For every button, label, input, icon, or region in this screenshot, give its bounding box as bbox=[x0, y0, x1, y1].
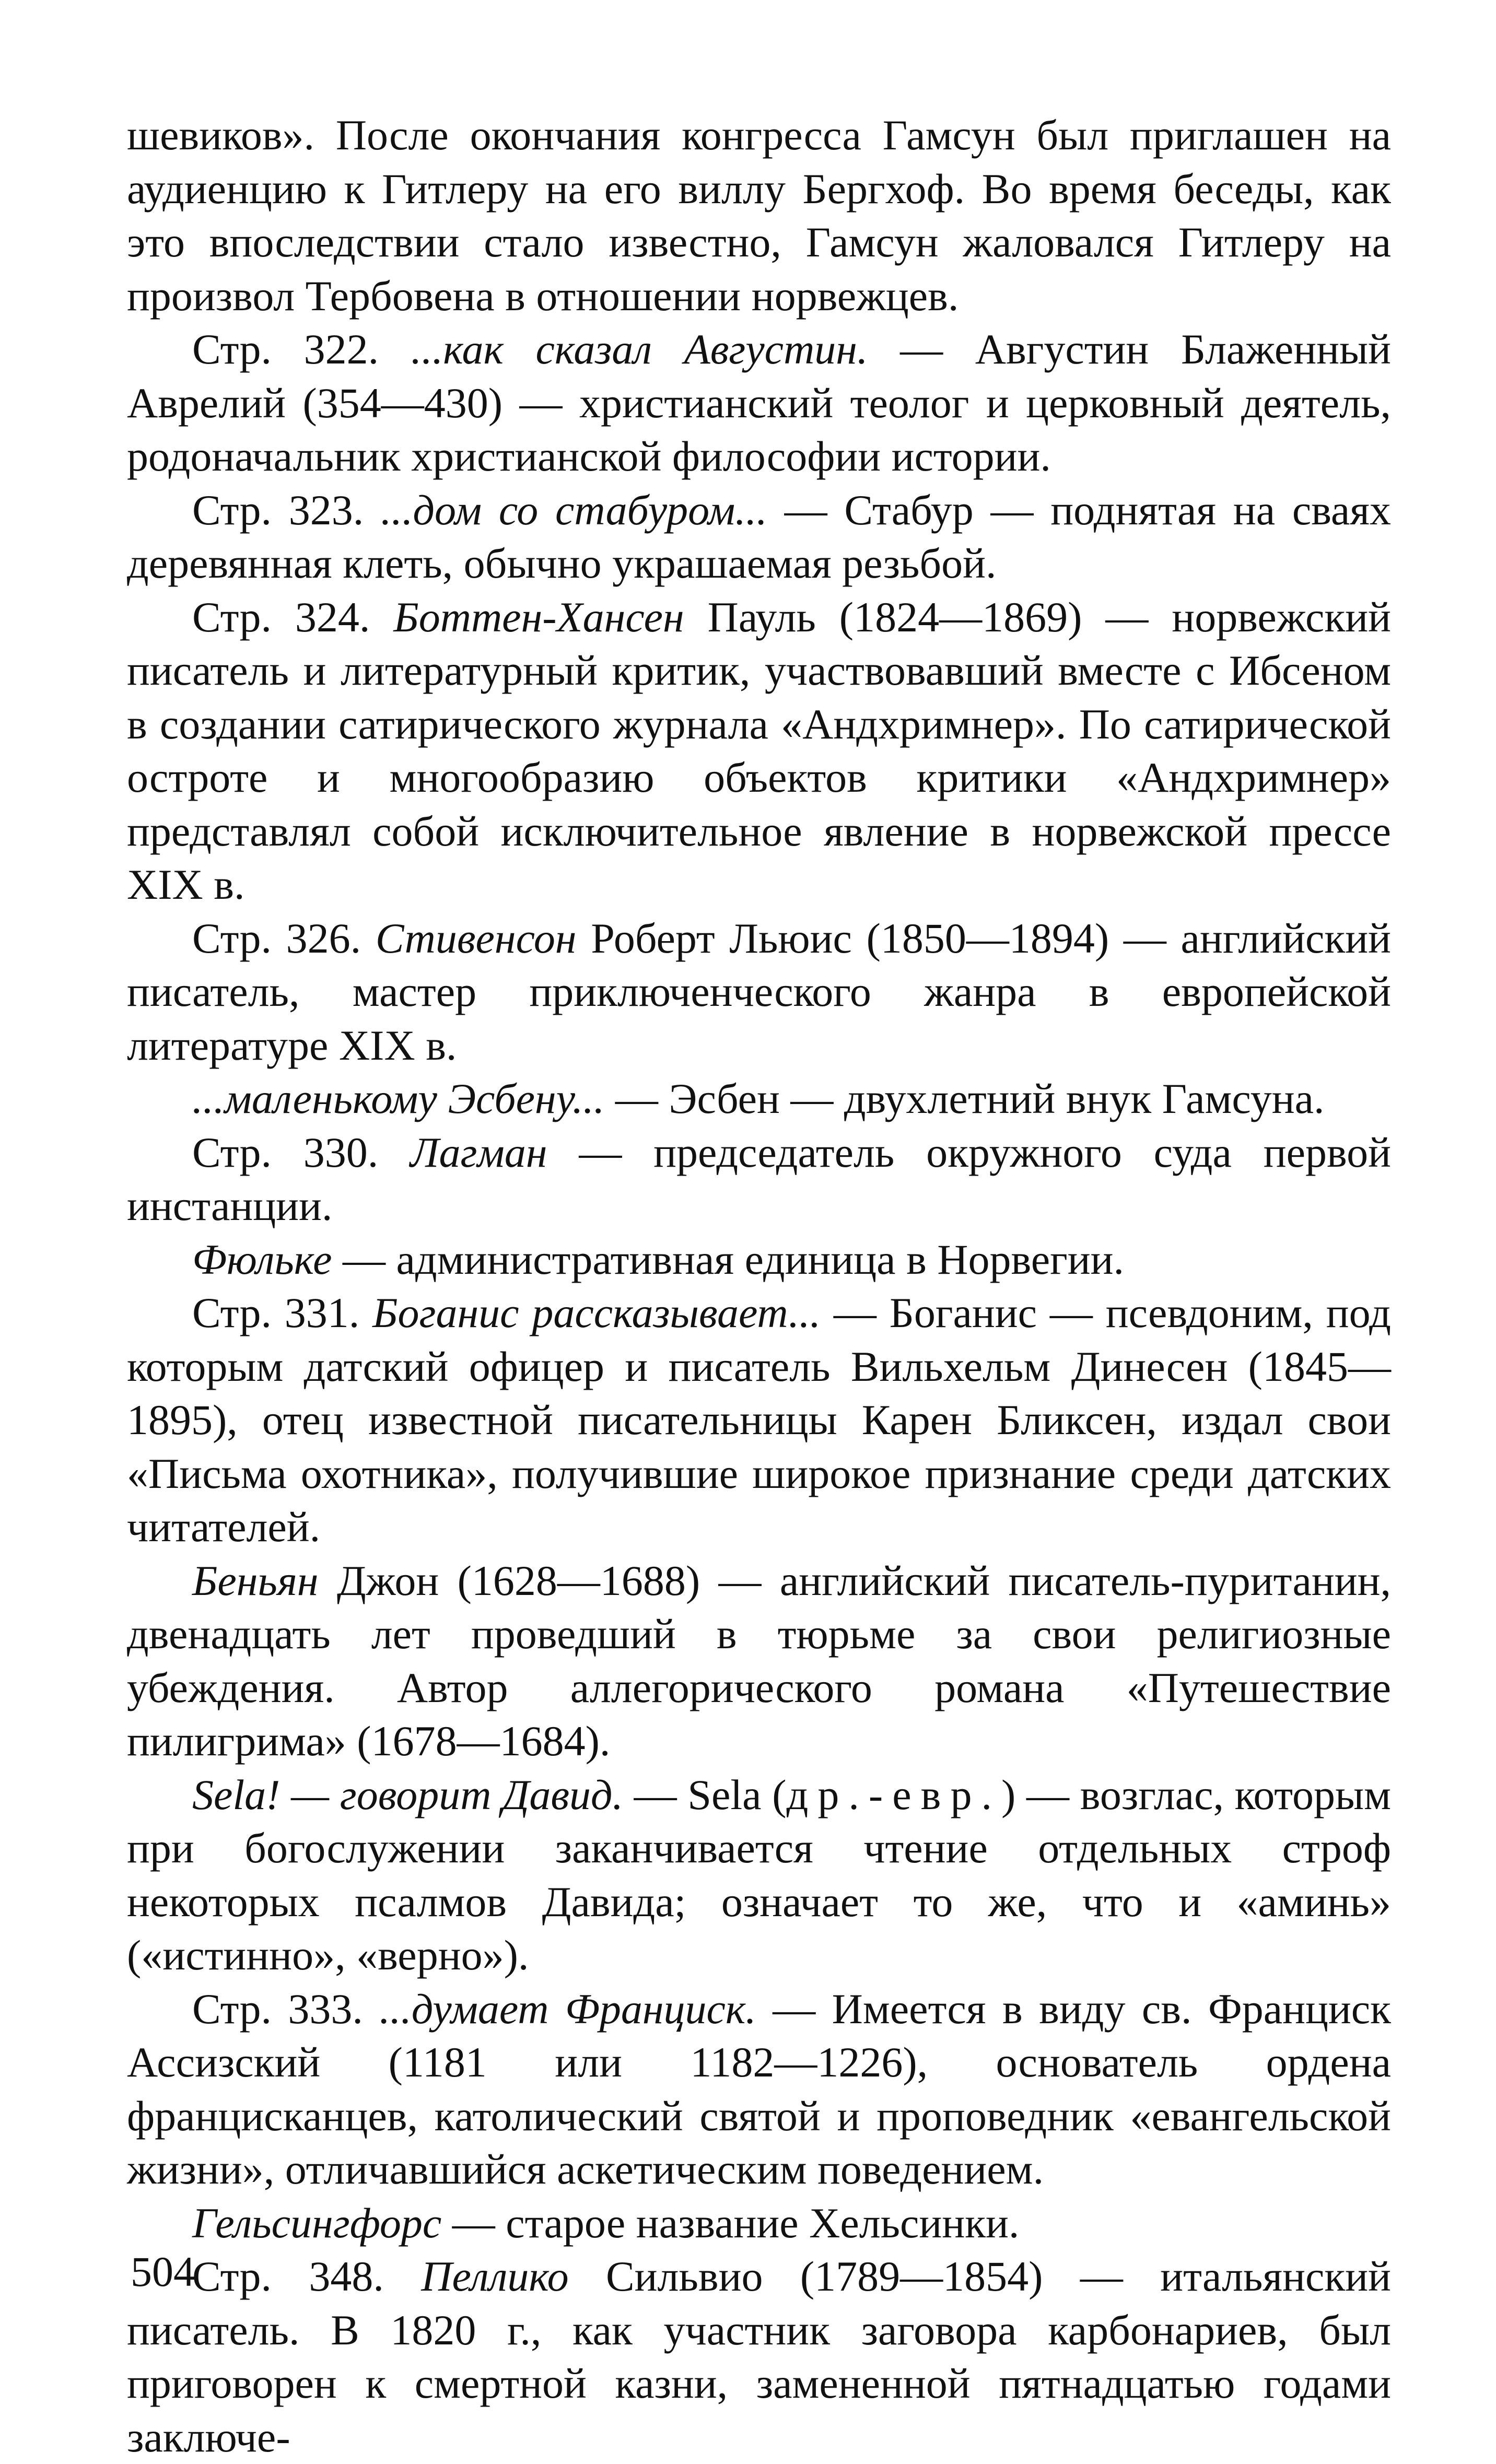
paragraph bbox=[127, 1233, 1391, 1287]
italic-term: Пеллико bbox=[421, 2252, 569, 2300]
paragraph bbox=[127, 591, 1391, 912]
text-run: — старое название Хельсинки. bbox=[441, 2199, 1020, 2247]
text-run: Роберт Льюис (1850—1894) — английский писатель, мастер приключенческого жанра в европейской литературе XIX в. bbox=[127, 914, 1391, 1069]
text-run: Стр. 324. bbox=[192, 593, 394, 641]
italic-term: Лагман bbox=[410, 1128, 547, 1176]
text-run: Сильвио (1789—1854) — итальянский писатель. В 1820 г., как участник заговора карбонариев, был приговорен к смертной казни, замененной пятнадцатью годами заключе- bbox=[127, 2252, 1392, 2461]
text-run: Стр. 322. bbox=[192, 325, 411, 373]
text-run: — председатель окружного суда первой инстанции. bbox=[127, 1128, 1392, 1229]
text-run: — Эсбен — двухлетний внук Гамсуна. bbox=[604, 1075, 1325, 1122]
text-run: Джон (1628—1688) — английский писатель-пуританин, двенадцать лет проведший в тюрьме за свои религиозные убеждения. Автор аллегорического романа «Путешествие пилигрима» (1678—1684). bbox=[127, 1556, 1391, 1765]
paragraph bbox=[127, 1286, 1391, 1554]
italic-term: Sela! — говорит Давид. bbox=[192, 1770, 623, 1818]
italic-term: Стивенсон bbox=[375, 914, 577, 962]
text-run: — Августин Блаженный Аврелий (354—430) — христианский теолог и церковный деятель, родоначальник христианской философии истории. bbox=[127, 325, 1391, 480]
text-run: Стр. 331. bbox=[192, 1289, 373, 1336]
text-run: — административная единица в Норвегии. bbox=[332, 1235, 1125, 1283]
italic-term: ...как сказал Августин. bbox=[411, 325, 868, 373]
italic-term: Беньян bbox=[192, 1556, 319, 1604]
text-run: ) — возглас, которым при богослужении заканчивается чтение отдельных строф некоторых псалмов Давида; означает то же, что и «аминь» («истинно», «верно»). bbox=[127, 1770, 1391, 1979]
page-number: 504 bbox=[131, 2248, 195, 2295]
text-run: — Имеется в виду св. Франциск Ассизский (1181 или 1182—1226), основатель ордена францисканцев, католический святой и проповедник «евангельской жизни», отличавшийся аскетическим поведением. bbox=[127, 1985, 1391, 2193]
text-run: Пауль (1824—1869) — норвежский писатель и литературный критик, участвовавший вместе с Ибсеном в создании сатирического журнала «Андхримнер». По сатирической остроте и многообразию объектов критики «Андхримнер» представлял собой исключительное явление в норвежской прессе XIX в. bbox=[127, 593, 1392, 908]
text-run: Стр. 326. bbox=[192, 914, 376, 962]
paragraph bbox=[127, 1982, 1391, 2197]
text-run: — Sela ( bbox=[623, 1770, 787, 1818]
paragraph bbox=[127, 1768, 1391, 1982]
paragraph bbox=[127, 323, 1391, 484]
text-run: Стр. 348. bbox=[192, 2252, 422, 2300]
italic-term: ...дом со стабуром... bbox=[380, 486, 767, 534]
paragraph bbox=[127, 109, 1391, 323]
italic-term: Боганис рассказывает... bbox=[372, 1289, 821, 1336]
text-run: др.-евр. bbox=[786, 1770, 1002, 1818]
italic-term: ...думает Франциск. bbox=[379, 1985, 756, 2033]
text-run: — Стабур — поднятая на сваях деревянная клеть, обычно украшаемая резьбой. bbox=[127, 486, 1392, 587]
paragraph bbox=[127, 912, 1391, 1073]
paragraph bbox=[127, 484, 1391, 591]
text-run: Стр. 333. bbox=[192, 1985, 380, 2033]
text-run: шевиков». После окончания конгресса Гамсун был приглашен на аудиенцию к Гитлеру на его виллу Бергхоф. Во время беседы, как это впоследствии стало известно, Гамсун жаловался Гитлеру на произвол Тербовена в отношении норвежцев. bbox=[127, 111, 1391, 320]
paragraph bbox=[127, 2197, 1391, 2250]
italic-term: Боттен-Хансен bbox=[393, 593, 684, 641]
italic-term: Гельсингфорс bbox=[192, 2199, 442, 2247]
paragraph bbox=[127, 2250, 1391, 2464]
text-run: — Боганис — псевдоним, под которым датский офицер и писатель Вильхельм Динесен (1845—1895), отец известной писательницы Карен Бликсен, издал свои «Письма охотника», получившие широкое признание среди датских читателей. bbox=[127, 1289, 1391, 1551]
paragraph bbox=[127, 1072, 1391, 1126]
paragraph bbox=[127, 1554, 1391, 1768]
page-text bbox=[127, 109, 1391, 2464]
text-run: Стр. 323. bbox=[192, 486, 381, 534]
italic-term: ...маленькому Эсбену... bbox=[192, 1075, 605, 1122]
paragraph bbox=[127, 1126, 1391, 1233]
italic-term: Фюльке bbox=[192, 1235, 332, 1283]
text-run: Стр. 330. bbox=[192, 1128, 411, 1176]
